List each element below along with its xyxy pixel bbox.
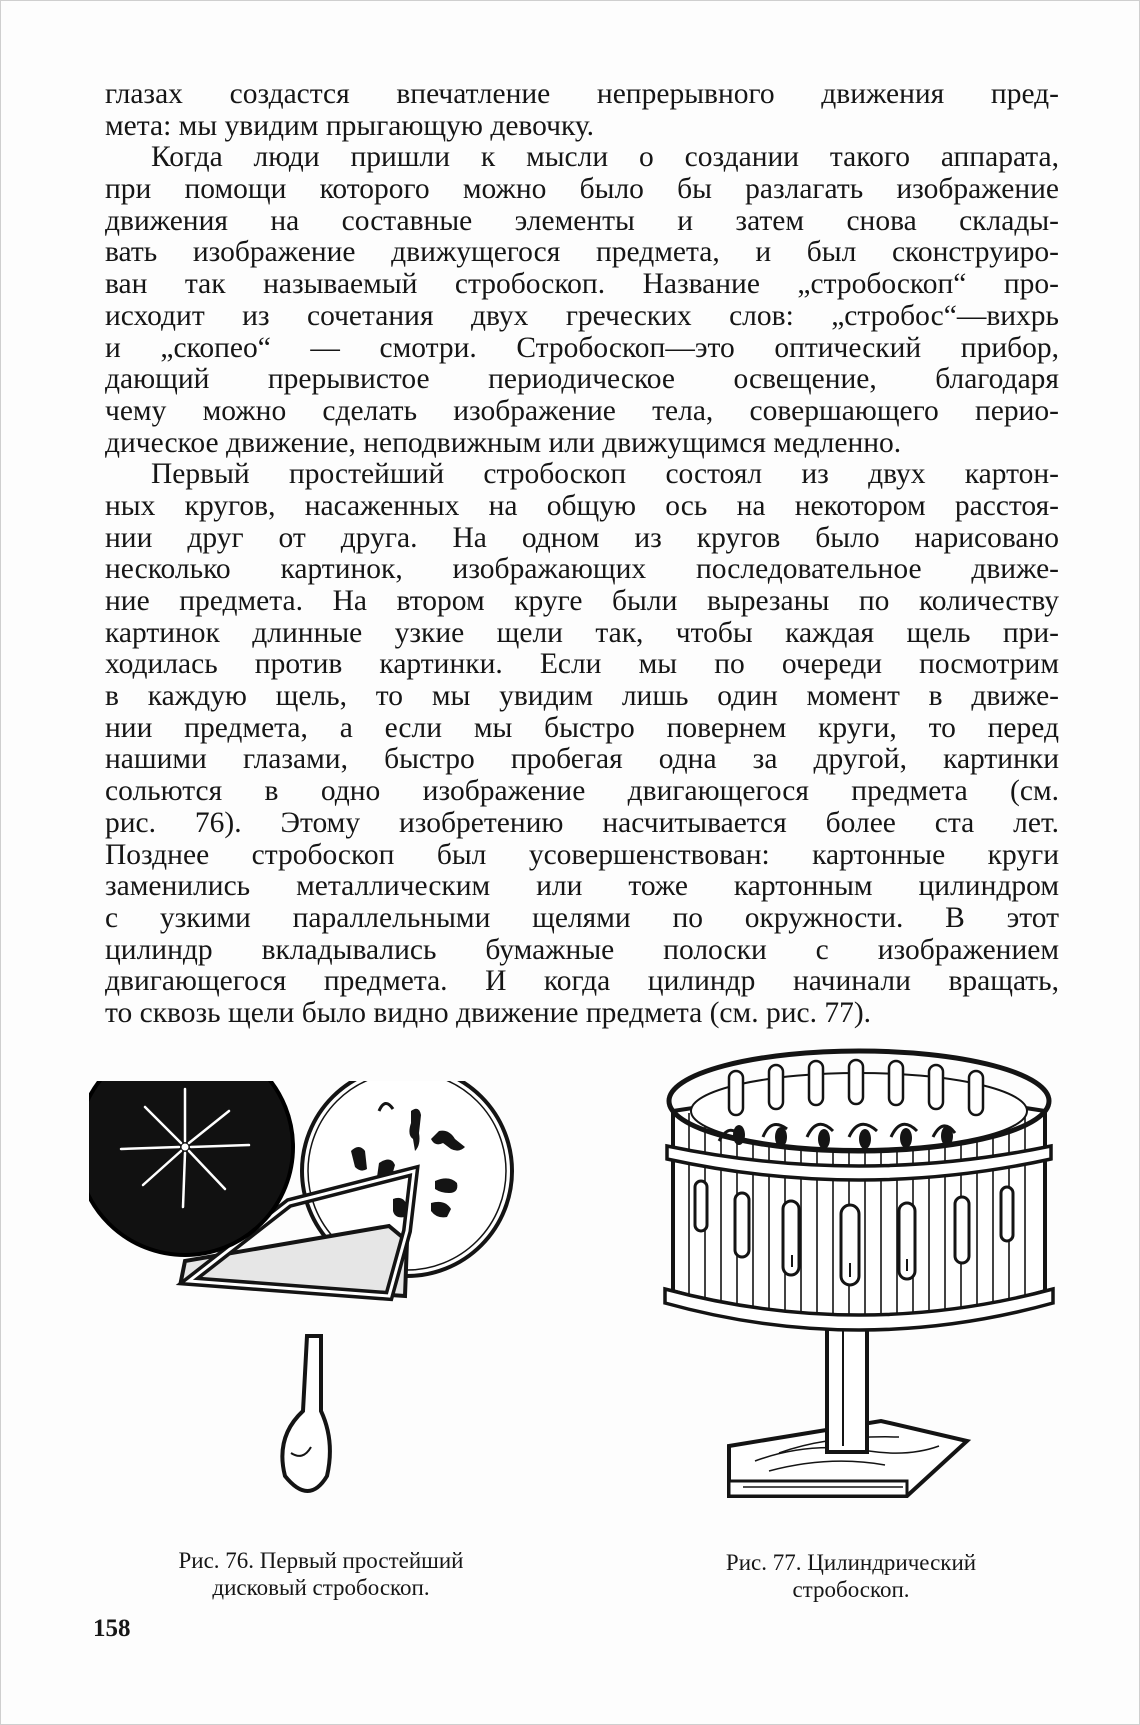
body-text (105, 79, 1059, 1030)
text-line: картинок длинные узкие щели так, чтобы каждая щель при- (105, 616, 1059, 649)
text-line: нии предмета, а если мы быстро повернем круги, то перед (105, 711, 1059, 744)
text-line: двигающегося предмета. И когда цилиндр начинали вращать, (105, 965, 1059, 998)
text-line: ходилась против картинки. Если мы по очереди посмотрим (105, 648, 1059, 681)
text-line: Первый простейший стробоскоп состоял из двух картон- (151, 458, 1059, 491)
text-line: вать изображение движущегося предмета, и был сконструиро- (105, 236, 1059, 269)
text-line: Когда люди пришли к мысли о создании такого аппарата, (151, 141, 1059, 174)
paragraph-3 (105, 459, 1059, 1029)
text-line: мета: мы увидим прыгающую девочку. (105, 109, 595, 142)
text-line: несколько картинок, изображающих последовательное движе- (105, 553, 1059, 586)
text-line: движения на составные элементы и затем снова склады- (105, 204, 1059, 237)
text-line: нашими глазами, быстро пробегая одна за другой, картинки (105, 743, 1059, 776)
caption-line: Рис. 77. Цилиндрический (725, 1550, 977, 1575)
text-line: глазах создастся впечатление непрерывного движения пред- (105, 78, 1059, 110)
caption-line: Рис. 76. Первый простейший (178, 1548, 464, 1573)
text-line: ван так называемый стробоскоп. Название „стробоскоп“ про- (105, 268, 1059, 301)
text-line: дающий прерывистое периодическое освещение, благодаря (105, 363, 1059, 396)
text-line: в каждую щель, то мы увидим лишь один момент в движе- (105, 680, 1059, 713)
page-number: 158 (93, 1615, 131, 1642)
text-line: с узкими параллельными щелями по окружности. В этот (105, 901, 1059, 934)
text-line: цилиндр вкладывались бумажные полоски с изображением (105, 933, 1059, 966)
text-line: дическое движение, неподвижным или движущимся медленно. (105, 426, 902, 459)
cylinder-stroboscope-illustration (659, 1041, 1059, 1546)
text-line: нии друг от друга. На одном из кругов было нарисовано (105, 521, 1059, 554)
paragraph-1 (105, 79, 1059, 142)
paragraph-2 (105, 142, 1059, 459)
text-line: заменились металлическим или тоже картонным цилиндром (105, 870, 1059, 903)
text-line: чему можно сделать изображение тела, совершающего перио- (105, 394, 1059, 427)
disc-stroboscope-illustration (89, 1081, 589, 1531)
text-line: при помощи которого можно было бы разлагать изображение (105, 173, 1059, 206)
figure-77-caption (651, 1549, 1051, 1603)
text-line: исходит из сочетания двух греческих слов: „стробос“—вихрь (105, 299, 1059, 332)
text-line: ных кругов, насаженных на общую ось на некотором расстоя- (105, 489, 1059, 522)
text-line: Позднее стробоскоп был усовершенствован: картонные круги (105, 838, 1059, 871)
text-line: то сквозь щели было видно движение предмета (см. рис. 77). (105, 996, 872, 1029)
text-line: ние предмета. На втором круге были вырезаны по количеству (105, 585, 1059, 617)
text-line: сольются в одно изображение двигающегося предмета (см. (105, 775, 1059, 808)
caption-line: стробоскоп. (792, 1577, 910, 1602)
figure-76-caption (121, 1547, 521, 1601)
text-line: и „скопео“ — смотри. Стробоскоп—это оптический прибор, (105, 331, 1059, 364)
caption-line: дисковый стробоскоп. (212, 1575, 430, 1600)
text-line: рис. 76). Этому изобретению насчитывается более ста лет. (105, 806, 1059, 839)
